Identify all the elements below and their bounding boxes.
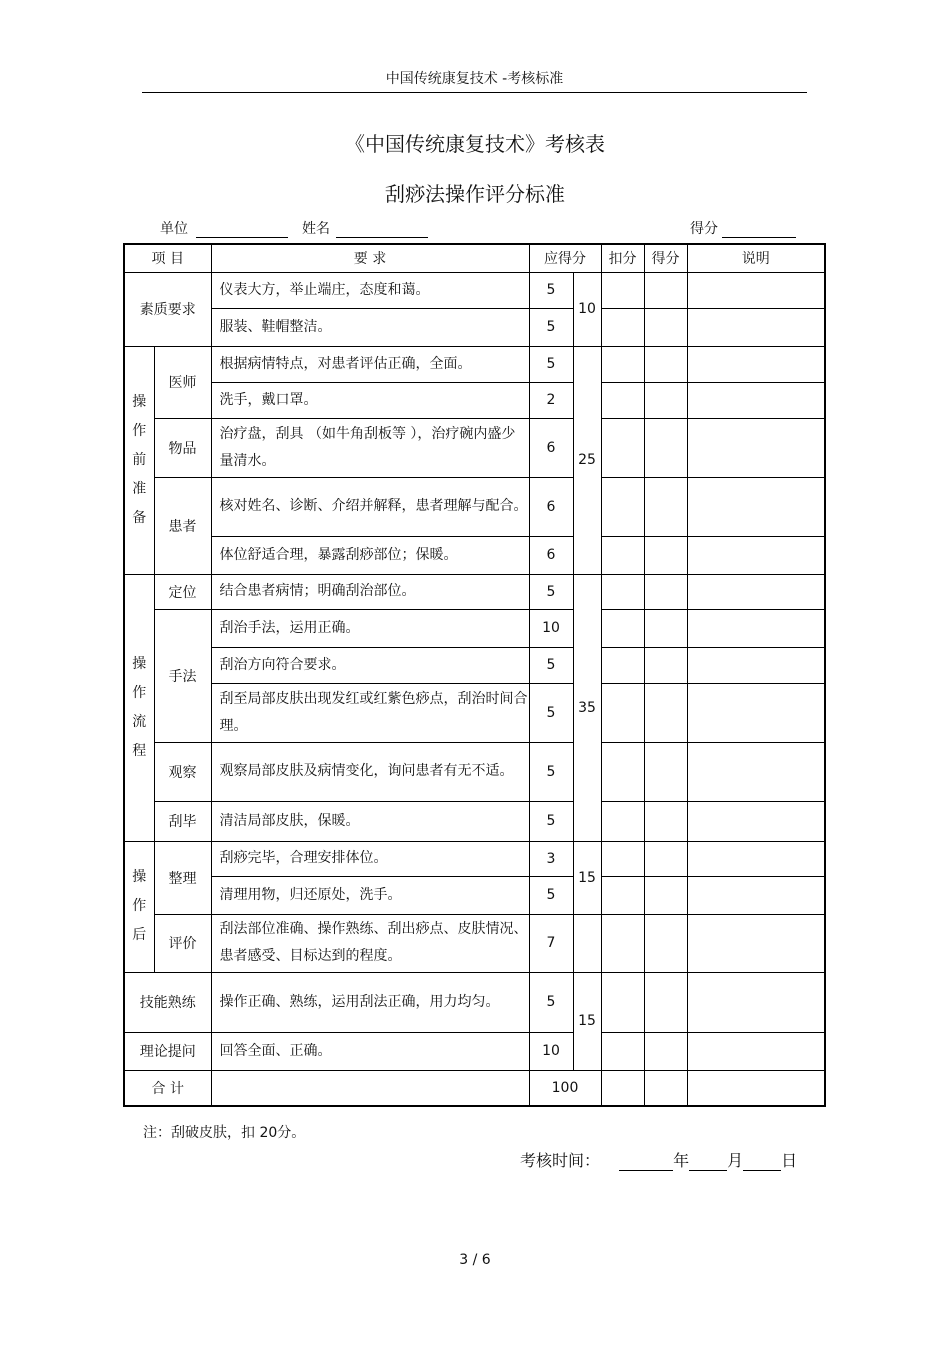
day-label: 日 <box>781 1151 798 1170</box>
deduct-cell[interactable] <box>573 914 601 972</box>
header-score: 得分 <box>644 244 687 272</box>
points-cell: 6 <box>529 418 573 477</box>
remark-cell[interactable] <box>687 1070 825 1106</box>
points-cell: 10 <box>529 609 573 647</box>
requirement-cell: 刮法部位准确、操作熟练、刮出痧点、皮肤情况、患者感受、目标达到的程度。 <box>211 914 529 972</box>
table-row <box>124 972 825 1032</box>
deduct-cell[interactable] <box>601 647 644 683</box>
sub-locate: 定位 <box>154 574 211 609</box>
name-field <box>302 218 428 238</box>
deduct-cell[interactable] <box>601 683 644 742</box>
score-cell[interactable] <box>644 683 687 742</box>
requirement-cell: 根据病情特点，对患者评估正确，全面。 <box>211 346 529 382</box>
points-cell: 6 <box>529 477 573 536</box>
deduct-cell[interactable] <box>601 609 644 647</box>
remark-cell[interactable] <box>687 272 825 308</box>
month-label: 月 <box>727 1151 744 1170</box>
remark-cell[interactable] <box>687 647 825 683</box>
subtotal-post: 15 <box>573 841 601 914</box>
remark-cell[interactable] <box>687 1032 825 1070</box>
remark-cell[interactable] <box>687 841 825 876</box>
group-post-label: 操作后 <box>132 869 147 943</box>
footnote: 注：刮破皮肤，扣 20分。 <box>143 1125 306 1141</box>
month-blank[interactable] <box>689 1152 727 1171</box>
unit-label: 单位 <box>160 221 188 237</box>
deduct-cell[interactable] <box>601 742 644 801</box>
deduct-cell[interactable] <box>601 1070 644 1106</box>
header-remark: 说明 <box>687 244 825 272</box>
subtotal-skill-theory: 15 <box>573 972 601 1070</box>
requirement-cell: 服装、鞋帽整洁。 <box>211 308 529 346</box>
score-cell[interactable] <box>644 308 687 346</box>
points-cell: 7 <box>529 914 573 972</box>
score-cell[interactable] <box>644 647 687 683</box>
remark-cell[interactable] <box>644 914 687 972</box>
requirement-cell: 清洁局部皮肤，保暖。 <box>211 801 529 841</box>
requirement-cell: 核对姓名、诊断、介绍并解释，患者理解与配合。 <box>211 477 529 536</box>
deduct-cell[interactable] <box>601 477 644 536</box>
remark-cell[interactable] <box>687 477 825 536</box>
table-row <box>124 683 825 742</box>
group-process <box>124 574 154 841</box>
remark-cell[interactable] <box>687 801 825 841</box>
deduct-cell[interactable] <box>601 876 644 914</box>
group-theory: 理论提问 <box>124 1032 211 1070</box>
score-cell[interactable] <box>644 382 687 418</box>
table-row <box>124 647 825 683</box>
group-quality: 素质要求 <box>124 272 211 346</box>
remark-cell[interactable] <box>687 574 825 609</box>
unit-blank[interactable] <box>196 219 288 238</box>
table-row <box>124 308 825 346</box>
table-row <box>124 609 825 647</box>
requirement-cell: 刮治手法，运用正确。 <box>211 609 529 647</box>
requirement-cell: 结合患者病情；明确刮治部位。 <box>211 574 529 609</box>
sub-doctor: 医师 <box>154 346 211 418</box>
points-cell: 5 <box>529 801 573 841</box>
total-requirement-cell <box>211 1070 529 1106</box>
sub-evaluate: 评价 <box>154 914 211 972</box>
score-field <box>690 218 796 238</box>
group-total: 合 计 <box>124 1070 211 1106</box>
remark-cell[interactable] <box>687 876 825 914</box>
requirement-cell: 清理用物，归还原处，洗手。 <box>211 876 529 914</box>
score-cell[interactable] <box>644 418 687 477</box>
score-cell[interactable] <box>644 477 687 536</box>
points-cell: 5 <box>529 742 573 801</box>
remark-cell[interactable] <box>687 972 825 1032</box>
requirement-cell: 观察局部皮肤及病情变化，询问患者有无不适。 <box>211 742 529 801</box>
score-blank[interactable] <box>722 219 796 238</box>
points-cell: 5 <box>529 272 573 308</box>
requirement-cell: 刮治方向符合要求。 <box>211 647 529 683</box>
subtotal-prep: 25 <box>573 346 601 574</box>
sub-patient: 患者 <box>154 477 211 574</box>
points-cell: 5 <box>529 647 573 683</box>
points-cell: 5 <box>529 876 573 914</box>
day-blank[interactable] <box>743 1152 781 1171</box>
table-row <box>124 1032 825 1070</box>
score-cell[interactable] <box>644 609 687 647</box>
page-number: 3 / 6 <box>459 1252 491 1268</box>
score-cell[interactable] <box>644 876 687 914</box>
table-row <box>124 418 825 477</box>
table-row <box>124 574 825 609</box>
points-cell: 2 <box>529 382 573 418</box>
points-cell: 10 <box>529 1032 573 1070</box>
score-cell[interactable] <box>601 914 644 972</box>
remark-cell[interactable] <box>687 418 825 477</box>
deduct-cell[interactable] <box>601 801 644 841</box>
group-post <box>124 841 154 972</box>
points-cell: 5 <box>529 972 573 1032</box>
deduct-cell[interactable] <box>601 536 644 574</box>
total-points: 100 <box>529 1070 601 1106</box>
deduct-cell[interactable] <box>601 1032 644 1070</box>
requirement-cell: 回答全面、正确。 <box>211 1032 529 1070</box>
exam-time-label: 考核时间： <box>520 1151 601 1170</box>
subtotal-process: 35 <box>573 574 601 841</box>
group-skill: 技能熟练 <box>124 972 211 1032</box>
remark-cell[interactable] <box>687 346 825 382</box>
deduct-cell[interactable] <box>601 574 644 609</box>
unit-field <box>160 218 288 238</box>
requirement-cell: 刮至局部皮肤出现发红或红紫色痧点，刮治时间合理。 <box>211 683 529 742</box>
subtotal-quality: 10 <box>573 272 601 346</box>
points-cell: 5 <box>529 308 573 346</box>
year-blank[interactable] <box>619 1152 673 1171</box>
name-label: 姓名 <box>302 221 330 237</box>
table-row <box>124 914 825 972</box>
group-prep <box>124 346 154 574</box>
points-cell: 3 <box>529 841 573 876</box>
score-cell[interactable] <box>644 272 687 308</box>
header-item: 项 目 <box>124 244 211 272</box>
deduct-cell[interactable] <box>601 272 644 308</box>
remark-cell[interactable] <box>687 742 825 801</box>
table-row <box>124 346 825 382</box>
score-cell[interactable] <box>644 536 687 574</box>
score-cell[interactable] <box>644 1070 687 1106</box>
score-cell[interactable] <box>644 841 687 876</box>
points-cell: 5 <box>529 683 573 742</box>
remark-cell[interactable] <box>687 308 825 346</box>
score-cell[interactable] <box>644 1032 687 1070</box>
deduct-cell[interactable] <box>601 382 644 418</box>
requirement-cell: 洗手，戴口罩。 <box>211 382 529 418</box>
remark-cell[interactable] <box>687 382 825 418</box>
remark-cell[interactable] <box>687 683 825 742</box>
sub-finish: 刮毕 <box>154 801 211 841</box>
table-row <box>124 742 825 801</box>
deduct-cell[interactable] <box>601 418 644 477</box>
deduct-cell[interactable] <box>601 346 644 382</box>
sub-tidy: 整理 <box>154 841 211 914</box>
score-cell[interactable] <box>644 742 687 801</box>
table-row <box>124 536 825 574</box>
remark-cell[interactable] <box>687 536 825 574</box>
table-row <box>124 876 825 914</box>
requirement-cell: 治疗盘，刮具 （如牛角刮板等 ），治疗碗内盛少量清水。 <box>211 418 529 477</box>
points-cell: 6 <box>529 536 573 574</box>
score-cell[interactable] <box>644 801 687 841</box>
score-cell[interactable] <box>644 972 687 1032</box>
deduct-cell[interactable] <box>601 841 644 876</box>
requirement-cell: 体位舒适合理，暴露刮痧部位；保暖。 <box>211 536 529 574</box>
sub-technique: 手法 <box>154 609 211 742</box>
score-label: 得分 <box>690 221 718 237</box>
header-requirement: 要 求 <box>211 244 529 272</box>
page-header: 中国传统康复技术 -考核标准 <box>142 68 807 93</box>
sub-items: 物品 <box>154 418 211 477</box>
document-title: 《中国传统康复技术》考核表 <box>345 132 605 156</box>
table-header-row <box>124 244 825 272</box>
table-row <box>124 272 825 308</box>
points-cell: 5 <box>529 574 573 609</box>
remark-cell[interactable] <box>687 609 825 647</box>
year-label: 年 <box>673 1151 690 1170</box>
deduct-cell[interactable] <box>601 972 644 1032</box>
document-subtitle: 刮痧法操作评分标准 <box>385 182 565 206</box>
score-table <box>123 243 826 1107</box>
deduct-cell[interactable] <box>601 308 644 346</box>
score-cell[interactable] <box>644 346 687 382</box>
name-blank[interactable] <box>336 219 428 238</box>
header-deduct: 扣分 <box>601 244 644 272</box>
table-row <box>124 841 825 876</box>
requirement-cell: 仪表大方，举止端庄，态度和蔼。 <box>211 272 529 308</box>
exam-time <box>520 1148 797 1171</box>
total-row <box>124 1070 825 1106</box>
group-process-label: 操作流程 <box>132 655 147 759</box>
table-row <box>124 382 825 418</box>
requirement-cell: 操作正确、熟练，运用刮法正确，用力均匀。 <box>211 972 529 1032</box>
table-row <box>124 477 825 536</box>
score-cell[interactable] <box>644 574 687 609</box>
requirement-cell: 刮痧完毕，合理安排体位。 <box>211 841 529 876</box>
points-cell: 5 <box>529 346 573 382</box>
group-prep-label: 操作前准备 <box>132 393 147 526</box>
table-row <box>124 801 825 841</box>
sub-observe: 观察 <box>154 742 211 801</box>
header-points: 应得分 <box>529 244 601 272</box>
